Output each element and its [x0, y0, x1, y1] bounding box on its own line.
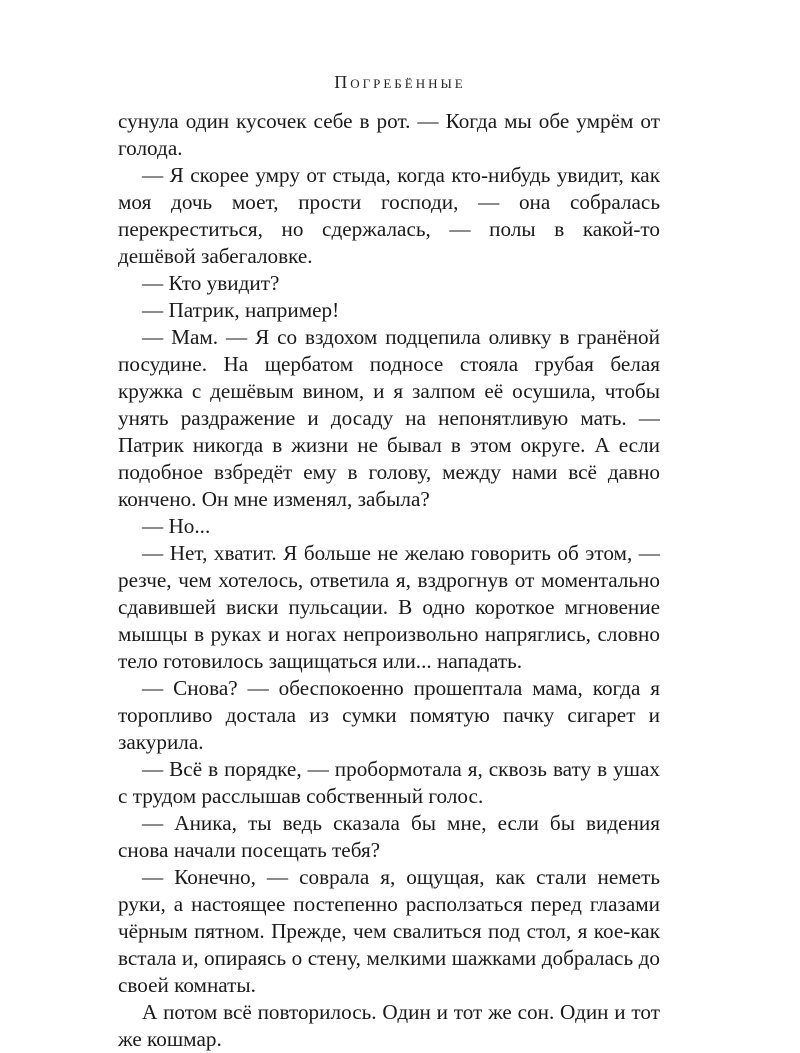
- paragraph-7: — Нет, хватит. Я больше не желаю говорить об этом, — резче, чем хотелось, ответила я, вздрогнув от моментально сдавившей виски пульсации. В одно короткое мгновение мышцы в руках и ногах непроизвольно напряглись, словно тело готовилось защищаться или... нападать.: [118, 541, 660, 673]
- body-text: [118, 108, 660, 1053]
- paragraph-11: — Конечно, — соврала я, ощущая, как стали неметь руки, а настоящее постепенно расползаться перед глазами чёрным пятном. Прежде, чем свалиться под стол, я кое-как встала и, опираясь о стену, мелкими шажками добралась до своей комнаты.: [118, 865, 660, 997]
- paragraph-6: — Но...: [142, 514, 211, 538]
- paragraph-9: — Всё в порядке, — пробормотала я, сквозь вату в ушах с трудом расслышав собственный голос.: [118, 757, 660, 808]
- paragraph-3: — Кто увидит?: [142, 271, 280, 295]
- paragraph-2: — Я скорее умру от стыда, когда кто-нибудь увидит, как моя дочь моет, прости господи, — она собралась перекреститься, но сдержалась, — полы в какой-то дешёвой забегаловке.: [118, 163, 660, 268]
- paragraph-1: сунула один кусочек себе в рот. — Когда мы обе умрём от голода.: [118, 109, 660, 160]
- paragraph-10: — Аника, ты ведь сказала бы мне, если бы видения снова начали посещать тебя?: [118, 811, 660, 862]
- paragraph-12: А потом всё повторилось. Один и тот же сон. Один и тот же кошмар.: [118, 1000, 660, 1051]
- running-head-title: Погребённые: [334, 72, 466, 92]
- paragraph-8: — Снова? — обеспокоенно прошептала мама, когда я торопливо достала из сумки помятую пачку сигарет и закурила.: [118, 676, 660, 754]
- paragraph-5: — Мам. — Я со вздохом подцепила оливку в гранёной посудине. На щербатом подносе стояла грубая белая кружка с дешёвым вином, и я залпом её осушила, чтобы унять раздражение и досаду на непонятливую мать. — Патрик никогда в жизни не бывал в этом округе. А если подобное взбредёт ему в голову, между нами всё давно кончено. Он мне изменял, забыла?: [118, 325, 660, 511]
- paragraph-4: — Патрик, например!: [142, 298, 340, 322]
